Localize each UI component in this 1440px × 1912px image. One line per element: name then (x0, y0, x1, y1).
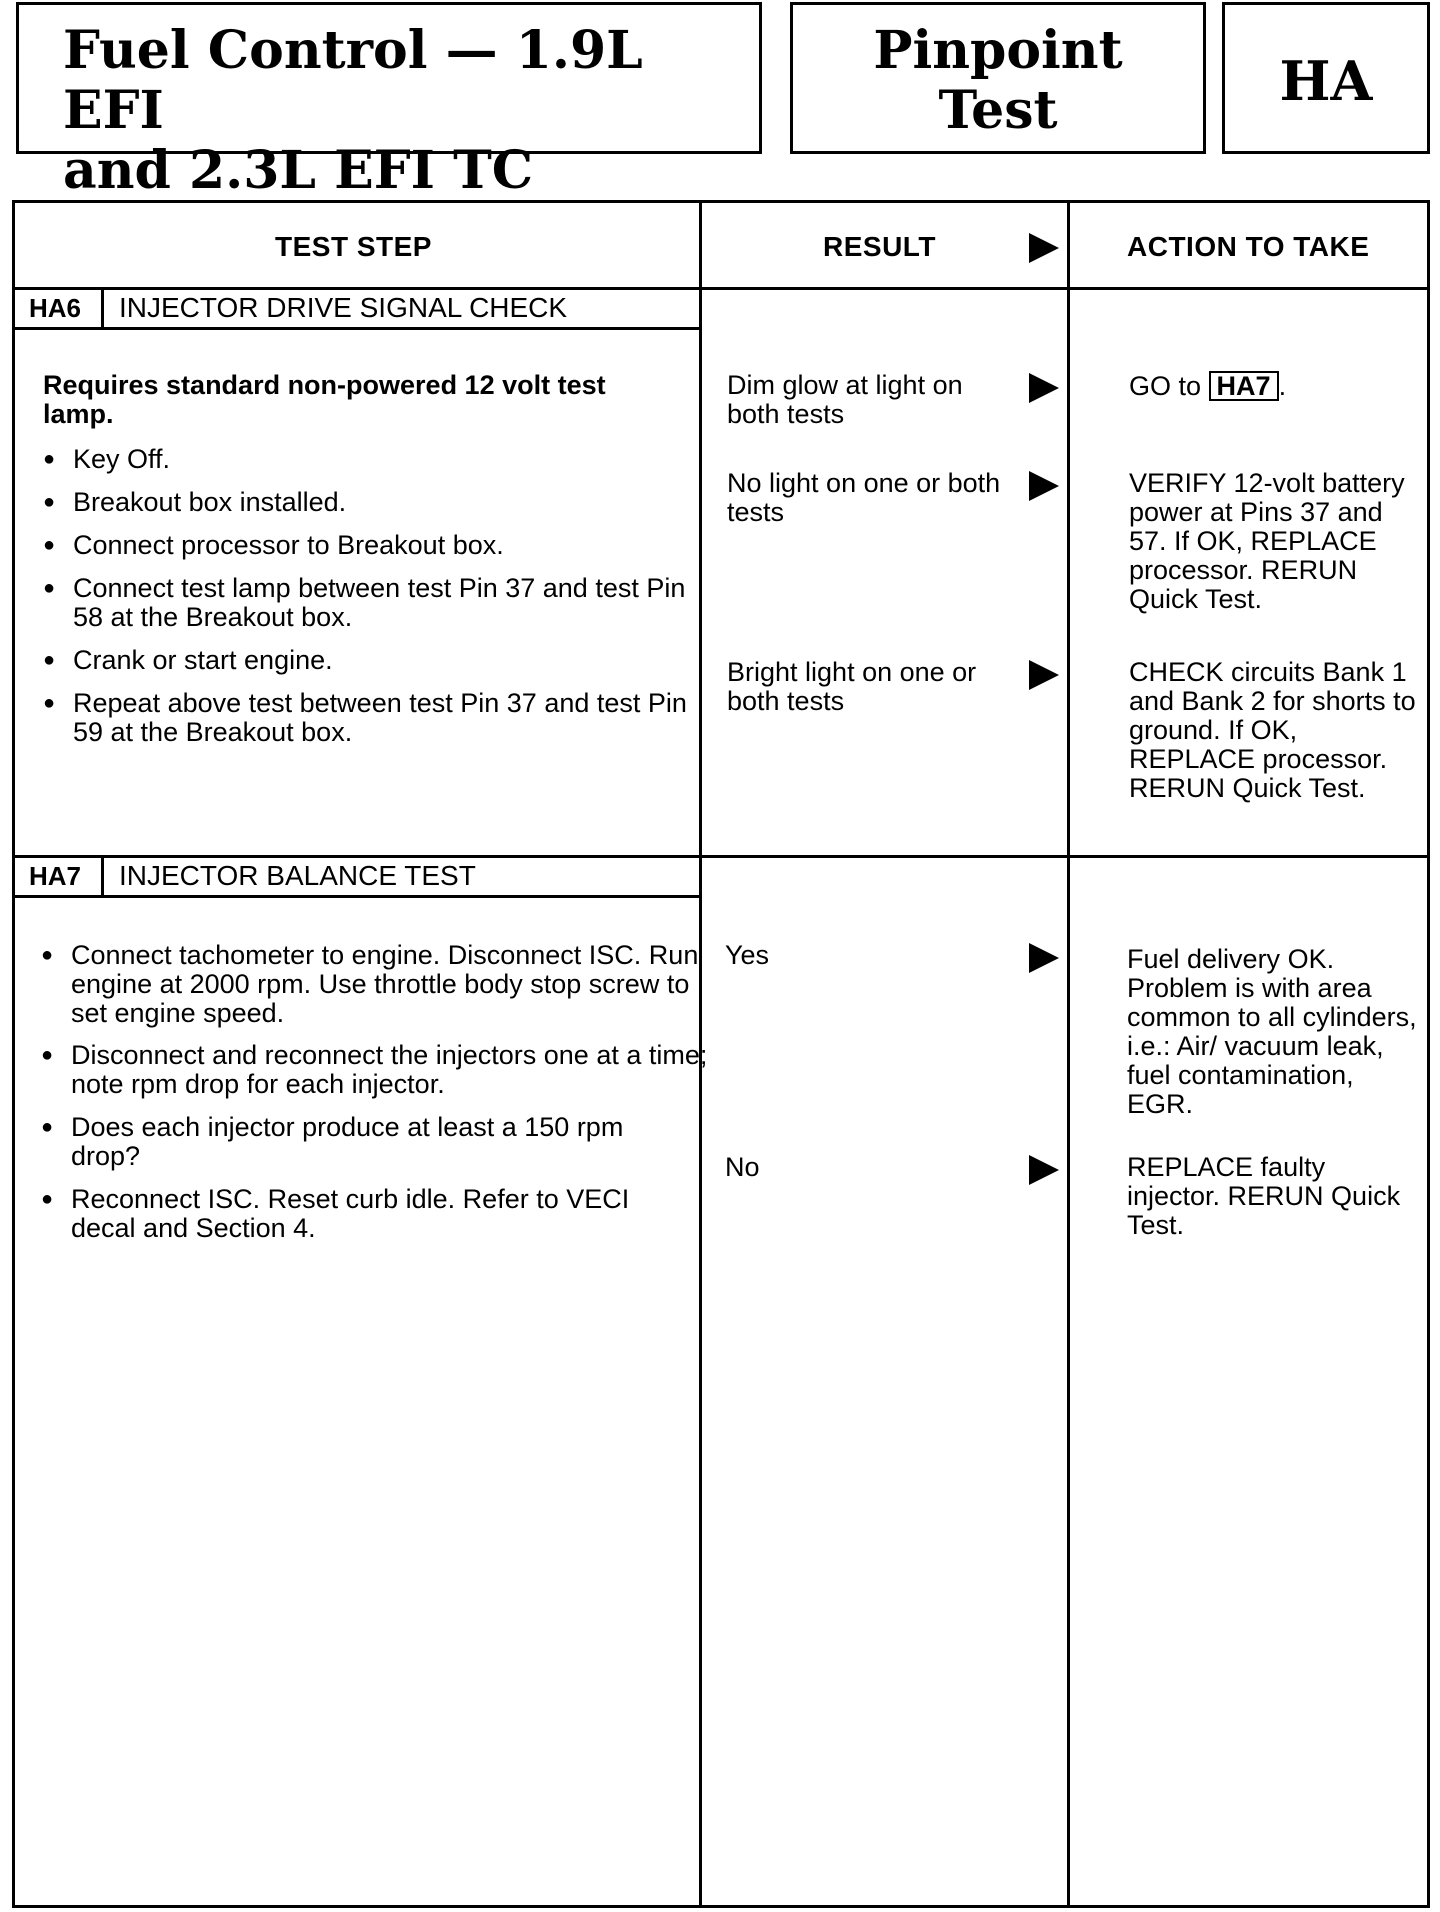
result-arrow-icon (1029, 943, 1059, 973)
ha6-action-prefix: GO to (1129, 371, 1202, 401)
test-type-line-2: Test (938, 80, 1058, 141)
ha7-result: Yes (725, 940, 770, 970)
ha6-step: ● Repeat above test between test Pin 37 and test Pin 59 at the Breakout box. (43, 689, 713, 747)
page-title (63, 21, 759, 201)
ha7-id: HA7 (29, 861, 82, 891)
test-type-line-1: Pinpoint (873, 20, 1123, 81)
column-header-action: ACTION TO TAKE (1127, 231, 1370, 262)
ha6-result: Dim glow at light on both tests (727, 370, 963, 429)
ha7-step: ● Disconnect and reconnect the injectors one at a time; note rpm drop for each injector. (41, 1041, 711, 1099)
goto-ha7-reference[interactable]: HA7 (1209, 371, 1279, 401)
ha6-action-suffix: . (1278, 371, 1287, 401)
header-arrow-icon (1029, 233, 1059, 263)
ha7-result: No (725, 1152, 760, 1182)
ha6-step: ● Breakout box installed. (43, 488, 693, 517)
title-box (16, 2, 762, 201)
column-divider-2 (1067, 203, 1070, 1905)
result-arrow-icon (1029, 1155, 1059, 1185)
ha6-action (1129, 371, 1419, 401)
result-arrow-icon (1029, 373, 1059, 403)
ha7-step: ● Does each injector produce at least a 150 rpm drop? (41, 1113, 691, 1171)
test-type-box (790, 2, 1206, 154)
ha6-action: VERIFY 12-volt battery power at Pins 37 and 57. If OK, REPLACE processor. RERUN Quick Test. (1129, 468, 1405, 614)
ha6-label-underline (15, 327, 699, 330)
title-line-2: and 2.3L EFI TC (63, 140, 534, 201)
ha6-note: Requires standard non-powered 12 volt test lamp. (43, 370, 606, 429)
test-type (793, 21, 1203, 141)
ha6-id: HA6 (29, 293, 82, 323)
ha6-step: ● Key Off. (43, 445, 693, 474)
title-line-1: Fuel Control — 1.9L EFI (63, 20, 643, 141)
ha7-label-divider (101, 855, 104, 898)
result-arrow-icon (1029, 660, 1059, 690)
ha7-step: ● Reconnect ISC. Reset curb idle. Refer to VECI decal and Section 4. (41, 1185, 691, 1243)
ha6-action: CHECK circuits Bank 1 and Bank 2 for shorts to ground. If OK, REPLACE processor. RERUN Quick Test. (1129, 657, 1416, 803)
pinpoint-table (12, 200, 1430, 1908)
ha7-action: REPLACE faulty injector. RERUN Quick Test. (1127, 1152, 1401, 1240)
ha6-step: ● Connect test lamp between test Pin 37 and test Pin 58 at the Breakout box. (43, 574, 713, 632)
column-header-result: RESULT (823, 231, 936, 262)
ha7-title: INJECTOR BALANCE TEST (119, 860, 476, 891)
ha6-result: No light on one or both tests (727, 468, 1001, 527)
ha7-action: Fuel delivery OK. Problem is with area common to all cylinders, i.e.: Air/ vacuum leak, fuel contamination, EGR. (1127, 944, 1417, 1119)
ha7-label-row (15, 855, 699, 898)
ha7-label-underline (15, 895, 699, 898)
ha7-step: ● Connect tachometer to engine. Disconnect ISC. Run engine at 2000 rpm. Use throttle body stop screw to set engine speed. (41, 941, 711, 1028)
ha6-title: INJECTOR DRIVE SIGNAL CHECK (119, 292, 568, 323)
test-code-box (1222, 2, 1430, 154)
column-header-test-step: TEST STEP (275, 231, 432, 262)
ha6-step: ● Connect processor to Breakout box. (43, 531, 693, 560)
test-code: HA (1279, 49, 1373, 113)
ha6-label-divider (101, 287, 104, 330)
ha6-label-row (15, 287, 699, 330)
result-arrow-icon (1029, 471, 1059, 501)
ha6-step: ● Crank or start engine. (43, 646, 693, 675)
ha6-result: Bright light on one or both tests (727, 657, 977, 716)
